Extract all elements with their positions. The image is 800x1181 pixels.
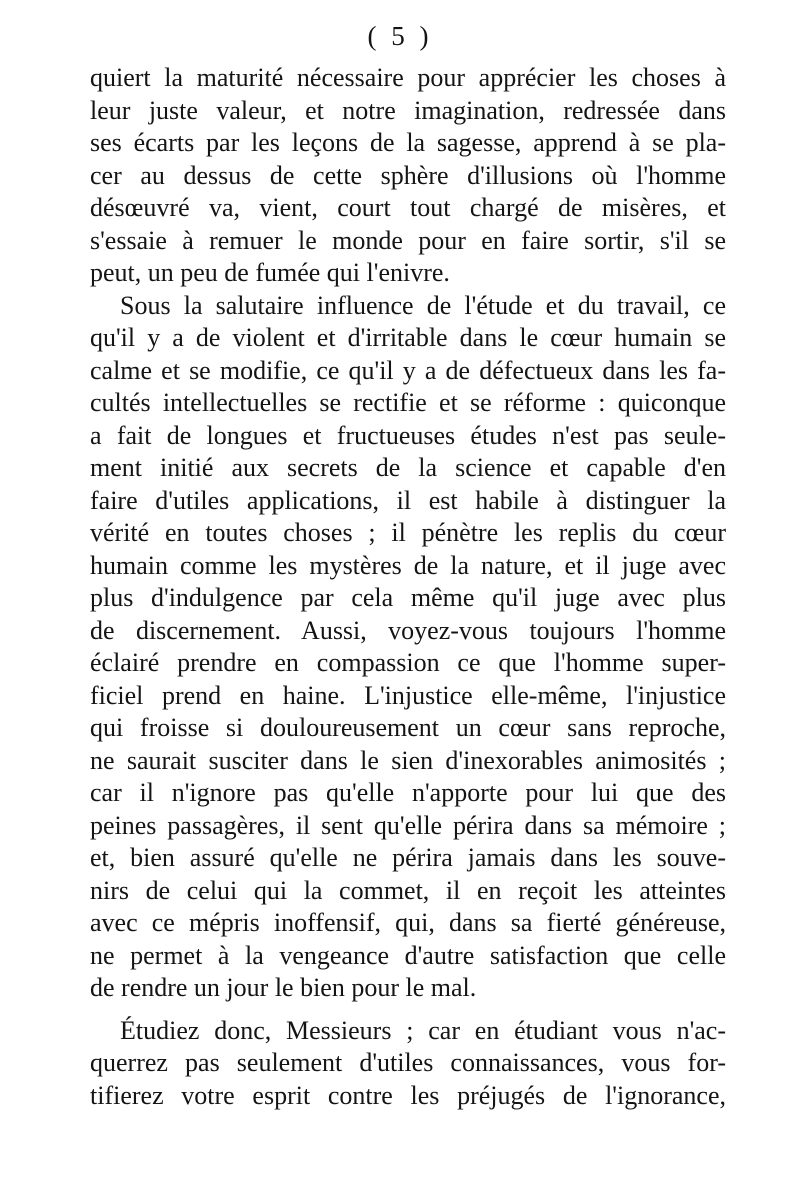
page-number: ( 5 ) <box>367 21 433 51</box>
body-text <box>90 62 726 1112</box>
text-line: de discernement. Aussi, voyez-vous toujours l'homme <box>90 615 726 645</box>
text-line: ment initié aux secrets de la science et capable d'en <box>90 453 726 482</box>
text-line: querrez pas seulement d'utiles connaissances, vous for- <box>90 1048 726 1077</box>
text-line: leur juste valeur, et notre imagination, redressée dans <box>90 95 726 125</box>
text-line: tifierez votre esprit contre les préjugés de l'ignorance, <box>90 1080 726 1110</box>
text-line: éclairé prendre en compassion ce que l'homme super- <box>90 648 726 677</box>
text-line: faire d'utiles applications, il est habile à distinguer la <box>90 485 726 515</box>
text-line: et, bien assuré qu'elle ne périra jamais dans les souve- <box>90 843 726 872</box>
paragraph-1 <box>90 62 726 290</box>
text-line: désœuvré va, vient, court tout chargé de misères, et <box>90 193 726 222</box>
text-line: Sous la salutaire influence de l'étude et du travail, ce <box>120 290 726 320</box>
text-line: ne permet à la vengeance d'autre satisfaction que celle <box>90 940 726 970</box>
text-line: quiert la maturité nécessaire pour apprécier les choses à <box>90 63 726 92</box>
text-line: s'essaie à remuer le monde pour en faire sortir, s'il se <box>90 225 726 255</box>
text-line: de rendre un jour le bien pour le mal. <box>90 973 477 1002</box>
text-line: avec ce mépris inoffensif, qui, dans sa fierté généreuse, <box>90 908 726 937</box>
text-line: cer au dessus de cette sphère d'illusions où l'homme <box>90 160 726 190</box>
text-line: vérité en toutes choses ; il pénètre les replis du cœur <box>90 518 726 547</box>
paragraph-2 <box>90 290 726 1005</box>
text-line: car il n'ignore pas qu'elle n'apporte pour lui que des <box>90 778 726 807</box>
paragraph-spacer <box>90 1005 726 1015</box>
text-line: humain comme les mystères de la nature, et il juge avec <box>90 550 726 580</box>
text-line: peines passagères, il sent qu'elle périra dans sa mémoire ; <box>90 810 726 840</box>
text-line: ses écarts par les leçons de la sagesse, apprend à se pla- <box>90 128 726 157</box>
text-line: plus d'indulgence par cela même qu'il juge avec plus <box>90 583 726 612</box>
text-line: peut, un peu de fumée qui l'enivre. <box>90 258 450 287</box>
text-line: ficiel prend en haine. L'injustice elle-même, l'injustice <box>90 680 726 710</box>
text-line: qui froisse si douloureusement un cœur sans reproche, <box>90 713 726 742</box>
text-line: Étudiez donc, Messieurs ; car en étudiant vous n'ac- <box>120 1015 726 1045</box>
text-line: qu'il y a de violent et d'irritable dans le cœur humain se <box>90 323 726 352</box>
text-line: ne saurait susciter dans le sien d'inexorables animosités ; <box>90 745 726 775</box>
text-line: nirs de celui qui la commet, il en reçoit les atteintes <box>90 875 726 905</box>
text-line: calme et se modifie, ce qu'il y a de défectueux dans les fa- <box>90 355 726 385</box>
paragraph-3 <box>90 1015 726 1113</box>
text-line: cultés intellectuelles se rectifie et se réforme : quiconque <box>90 388 726 417</box>
text-line: a fait de longues et fructueuses études n'est pas seule- <box>90 420 726 450</box>
